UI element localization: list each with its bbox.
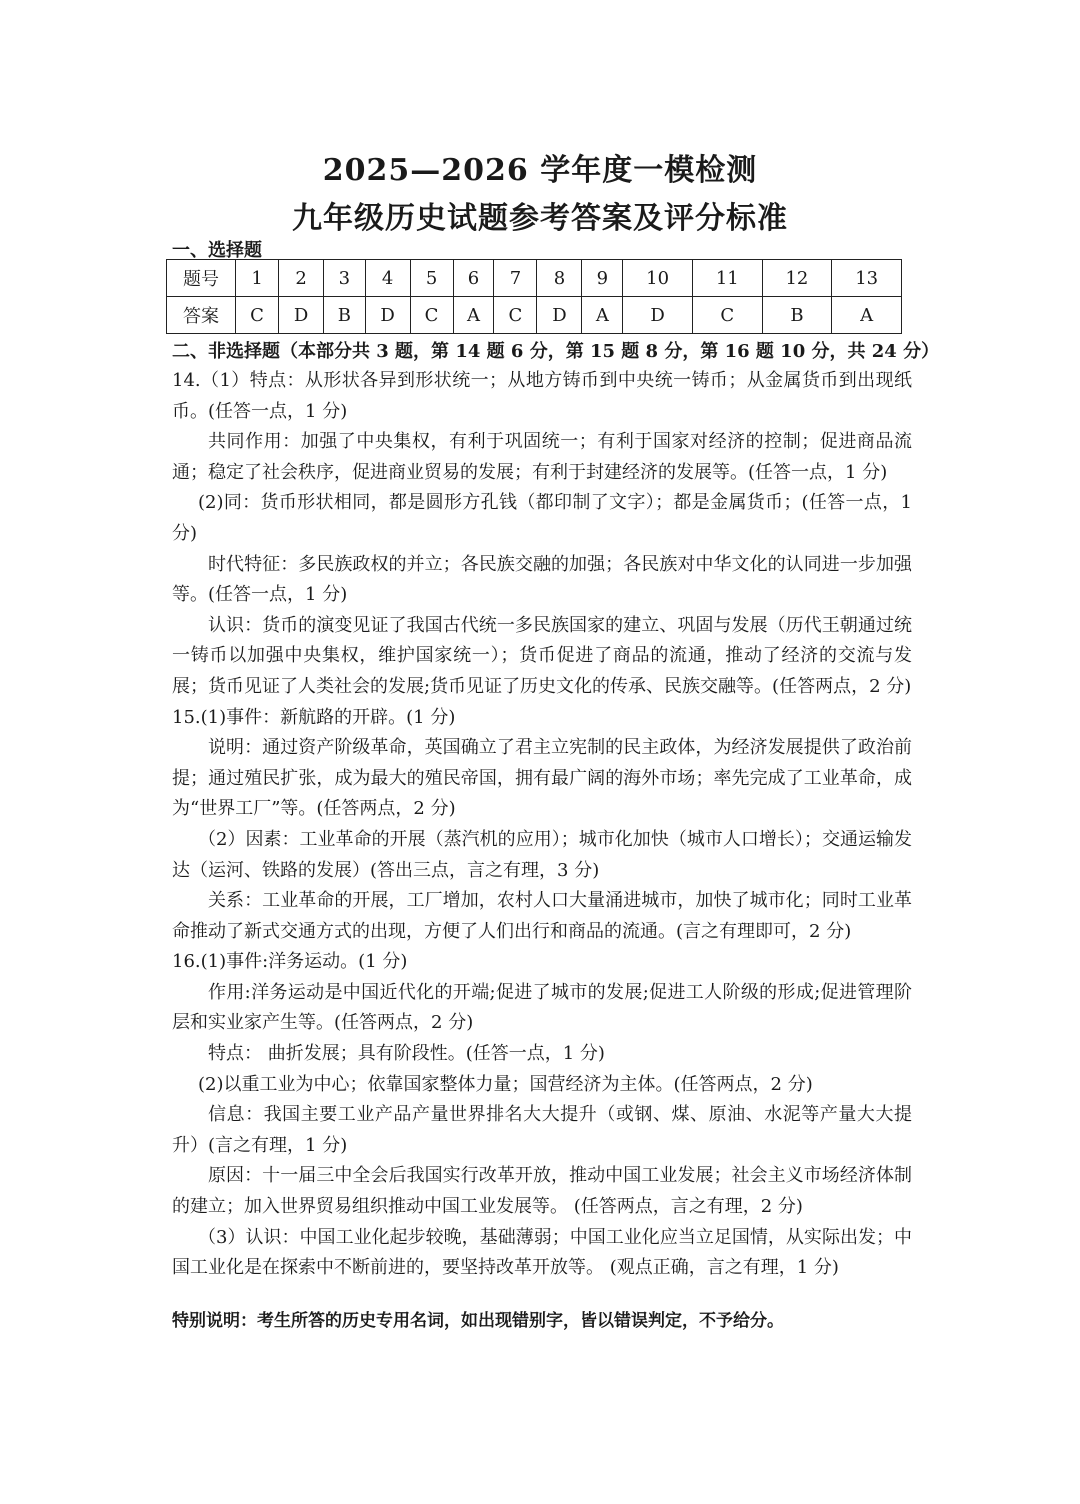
answer-cell: C xyxy=(236,297,279,334)
answer-cell: A xyxy=(582,297,623,334)
question-number: 13 xyxy=(832,260,902,297)
paragraph-15-2: （2）因素：工业革命的开展（蒸汽机的应用）；城市化加快（城市人口增长）；交通运输发达（运河、铁路的发展）(答出三点，言之有理，3 分) xyxy=(172,828,912,881)
question-number: 4 xyxy=(365,260,410,297)
paragraph-14-2-era: 时代特征：多民族政权的并立；各民族交融的加强；各民族对中华文化的认同进一步加强等。(任答一点，1 分) xyxy=(172,553,912,606)
paragraph-15-1: 15.(1)事件：新航路的开辟。(1 分) xyxy=(172,706,456,728)
question-number: 10 xyxy=(623,260,693,297)
answer-cell: A xyxy=(453,297,494,334)
paragraph-15-1-explain: 说明：通过资产阶级革命，英国确立了君主立宪制的民主政体，为经济发展提供了政治前提；通过殖民扩张，成为最大的殖民帝国，拥有最广阔的海外市场；率先完成了工业革命，成为“世界工厂”等。(任答两点，2 分) xyxy=(172,737,912,820)
answer-cell: B xyxy=(762,297,832,334)
answer-cell: B xyxy=(324,297,365,334)
section-heading-choice: 一、选择题 xyxy=(172,240,262,261)
answer-cell: C xyxy=(410,297,453,334)
answer-body xyxy=(172,366,912,1284)
answer-cell: D xyxy=(537,297,582,334)
table-row-answers xyxy=(167,297,902,334)
page-title: 2025—2026 学年度一模检测 xyxy=(322,153,758,188)
question-number: 5 xyxy=(410,260,453,297)
paragraph-14-1: 14.（1）特点：从形状各异到形状统一；从地方铸币到中央统一铸币；从金属货币到出现纸币。(任答一点，1 分) xyxy=(172,370,912,422)
special-note: 特别说明：考生所答的历史专用名词，如出现错别字，皆以错误判定，不予给分。 xyxy=(172,1311,784,1331)
paragraph-14-1-role: 共同作用：加强了中央集权，有利于巩固统一；有利于国家对经济的控制；促进商品流通；稳定了社会秩序，促进商业贸易的发展；有利于封建经济的发展等。(任答一点，1 分) xyxy=(172,431,912,483)
paragraph-16-1: 16.(1)事件:洋务运动。(1 分) xyxy=(172,951,408,973)
question-number: 11 xyxy=(692,260,762,297)
paragraph-16-1-feature: 特点： 曲折发展；具有阶段性。(任答一点，1 分) xyxy=(208,1043,605,1065)
paragraph-16-2-info: 信息：我国主要工业产品产量世界排名大大提升（或钢、煤、原油、水泥等产量大大提升）(言之有理，1 分) xyxy=(172,1104,912,1156)
question-number: 2 xyxy=(279,260,324,297)
answer-cell: C xyxy=(692,297,762,334)
paragraph-16-3: （3）认识：中国工业化起步较晚，基础薄弱；中国工业化应当立足国情，从实际出发；中国工业化是在探索中不断前进的，要坚持改革开放等。 (观点正确，言之有理，1 分) xyxy=(172,1226,912,1279)
section-heading-nonchoice: 二、非选择题（本部分共 3 题，第 14 题 6 分，第 15 题 8 分，第 16 题 10 分，共 24 分） xyxy=(172,341,940,362)
answer-cell: D xyxy=(279,297,324,334)
page-subtitle: 九年级历史试题参考答案及评分标准 xyxy=(292,201,788,236)
paragraph-16-2: (2)以重工业为中心；依靠国家整体力量；国营经济为主体。(任答两点，2 分) xyxy=(198,1073,813,1095)
row-label-answer: 答案 xyxy=(167,297,236,334)
answer-cell: D xyxy=(365,297,410,334)
paragraph-14-2-view: 认识：货币的演变见证了我国古代统一多民族国家的建立、巩固与发展（历代王朝通过统一铸币以加强中央集权，维护国家统一）；货币促进了商品的流通，推动了经济的交流与发展；货币见证了人类社会的发展;货币见证了历史文化的传承、民族交融等。(任答两点，2 分) xyxy=(172,614,912,697)
question-number: 8 xyxy=(537,260,582,297)
question-number: 9 xyxy=(582,260,623,297)
answer-table xyxy=(166,259,902,334)
question-number: 6 xyxy=(453,260,494,297)
answer-cell: C xyxy=(494,297,537,334)
question-number: 3 xyxy=(324,260,365,297)
paragraph-16-2-reason: 原因：十一届三中全会后我国实行改革开放，推动中国工业发展；社会主义市场经济体制的建立；加入世界贸易组织推动中国工业发展等。 (任答两点，言之有理，2 分) xyxy=(172,1165,912,1218)
row-label-number: 题号 xyxy=(167,260,236,297)
answer-cell: D xyxy=(623,297,693,334)
paragraph-14-2: (2)同：货币形状相同，都是圆形方孔钱（都印制了文字）；都是金属货币；(任答一点，1 分) xyxy=(172,492,912,544)
question-number: 1 xyxy=(236,260,279,297)
table-row-numbers xyxy=(167,260,902,297)
answer-cell: A xyxy=(832,297,902,334)
paragraph-16-1-role: 作用:洋务运动是中国近代化的开端;促进了城市的发展;促进工人阶级的形成;促进管理阶层和实业家产生等。(任答两点，2 分) xyxy=(172,981,912,1034)
question-number: 7 xyxy=(494,260,537,297)
paragraph-15-2-relation: 关系：工业革命的开展，工厂增加，农村人口大量涌进城市，加快了城市化；同时工业革命推动了新式交通方式的出现，方便了人们出行和商品的流通。(言之有理即可，2 分) xyxy=(172,890,912,942)
question-number: 12 xyxy=(762,260,832,297)
